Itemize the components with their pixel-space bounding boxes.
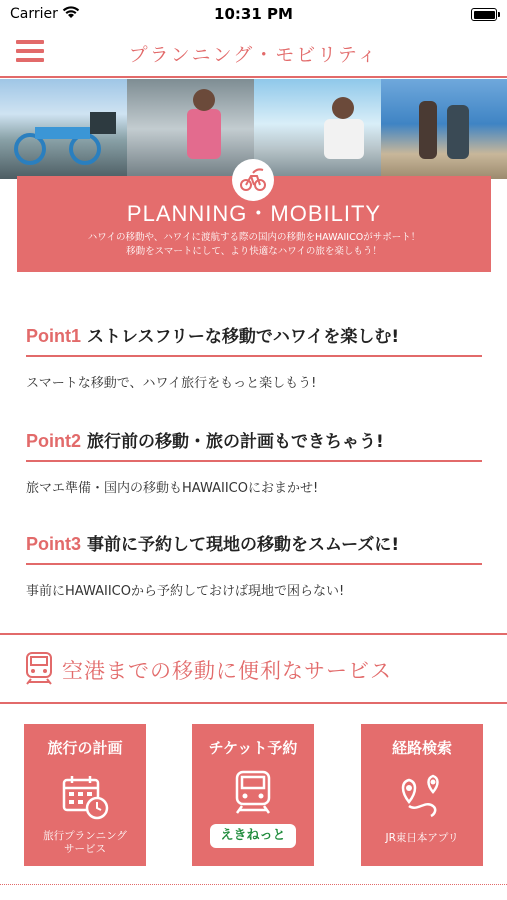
ekinet-logo: えきねっと bbox=[210, 824, 296, 848]
card-title: 経路検索 bbox=[391, 739, 452, 757]
point-title: 旅行前の移動・旅の計画もできちゃう! bbox=[87, 432, 384, 452]
hero-subtitle-line: 移動をスマートにして、より快適なハワイの旅を楽しもう！ bbox=[126, 246, 382, 257]
card-subtitle bbox=[361, 832, 483, 845]
point-heading bbox=[26, 322, 482, 347]
point-divider bbox=[26, 460, 482, 462]
services-title: 空港までの移動に便利なサービス bbox=[62, 659, 392, 683]
status-bar bbox=[0, 0, 507, 30]
hero-title: PLANNING・MOBILITY bbox=[126, 201, 382, 226]
card-title: チケット予約 bbox=[208, 739, 298, 757]
point-description: 旅マエ準備・国内の移動もHAWAIICOにおまかせ! bbox=[26, 481, 319, 496]
card-title: 旅行の計画 bbox=[47, 739, 123, 757]
travel-planning-card[interactable] bbox=[24, 724, 146, 866]
point-description: 事前にHAWAIICOから予約しておけば現地で困らない! bbox=[26, 584, 345, 599]
hero-photo-beach bbox=[381, 79, 507, 179]
train-icon bbox=[228, 768, 278, 818]
point-divider bbox=[26, 355, 482, 357]
train-icon bbox=[24, 651, 54, 685]
card-subtitle bbox=[24, 830, 146, 856]
point-section bbox=[26, 322, 482, 391]
page-title: プランニング・モビリティ bbox=[128, 44, 379, 66]
services-divider-bottom bbox=[0, 702, 507, 704]
hero-photo-van bbox=[127, 79, 254, 179]
point-description: スマートな移動で、ハワイ旅行をもっと楽しもう! bbox=[26, 376, 317, 391]
hero-emblem bbox=[232, 159, 274, 201]
point-number: Point3 bbox=[26, 534, 82, 554]
hero-photo-bikes bbox=[0, 79, 127, 179]
card-subtitle-line: JR東日本アプリ bbox=[385, 832, 459, 844]
hero-subtitle bbox=[17, 231, 491, 259]
point-title: ストレスフリーな移動でハワイを楽しむ! bbox=[87, 327, 400, 347]
services-divider-top bbox=[0, 633, 507, 635]
battery-icon bbox=[471, 8, 497, 21]
carrier-label: Carrier bbox=[10, 6, 58, 22]
hero-photo-car bbox=[254, 79, 381, 179]
hero-subtitle-line: ハワイの移動や、ハワイに渡航する際の国内の移動をHAWAIICOがサポート！ bbox=[87, 232, 421, 243]
point-number: Point1 bbox=[26, 326, 82, 346]
hero-banner-image bbox=[0, 79, 507, 273]
route-search-card[interactable] bbox=[361, 724, 483, 866]
point-section bbox=[26, 530, 482, 599]
bike-icon bbox=[10, 107, 120, 167]
card-subtitle-line: サービス bbox=[64, 843, 106, 855]
card-subtitle-line: 旅行プランニング bbox=[43, 830, 127, 842]
point-number: Point2 bbox=[26, 431, 82, 451]
bottom-divider bbox=[0, 884, 507, 885]
route-pin-icon bbox=[397, 772, 447, 822]
point-heading bbox=[26, 427, 482, 452]
clock: 10:31 PM bbox=[214, 5, 293, 23]
point-heading bbox=[26, 530, 482, 555]
point-divider bbox=[26, 563, 482, 565]
point-title: 事前に予約して現地の移動をスムーズに! bbox=[87, 535, 400, 555]
ticket-reservation-card[interactable] bbox=[192, 724, 314, 866]
point-section bbox=[26, 427, 482, 496]
calendar-clock-icon bbox=[60, 772, 110, 822]
bike-icon bbox=[239, 167, 267, 193]
nav-bar bbox=[0, 30, 507, 74]
nav-divider bbox=[0, 76, 507, 78]
